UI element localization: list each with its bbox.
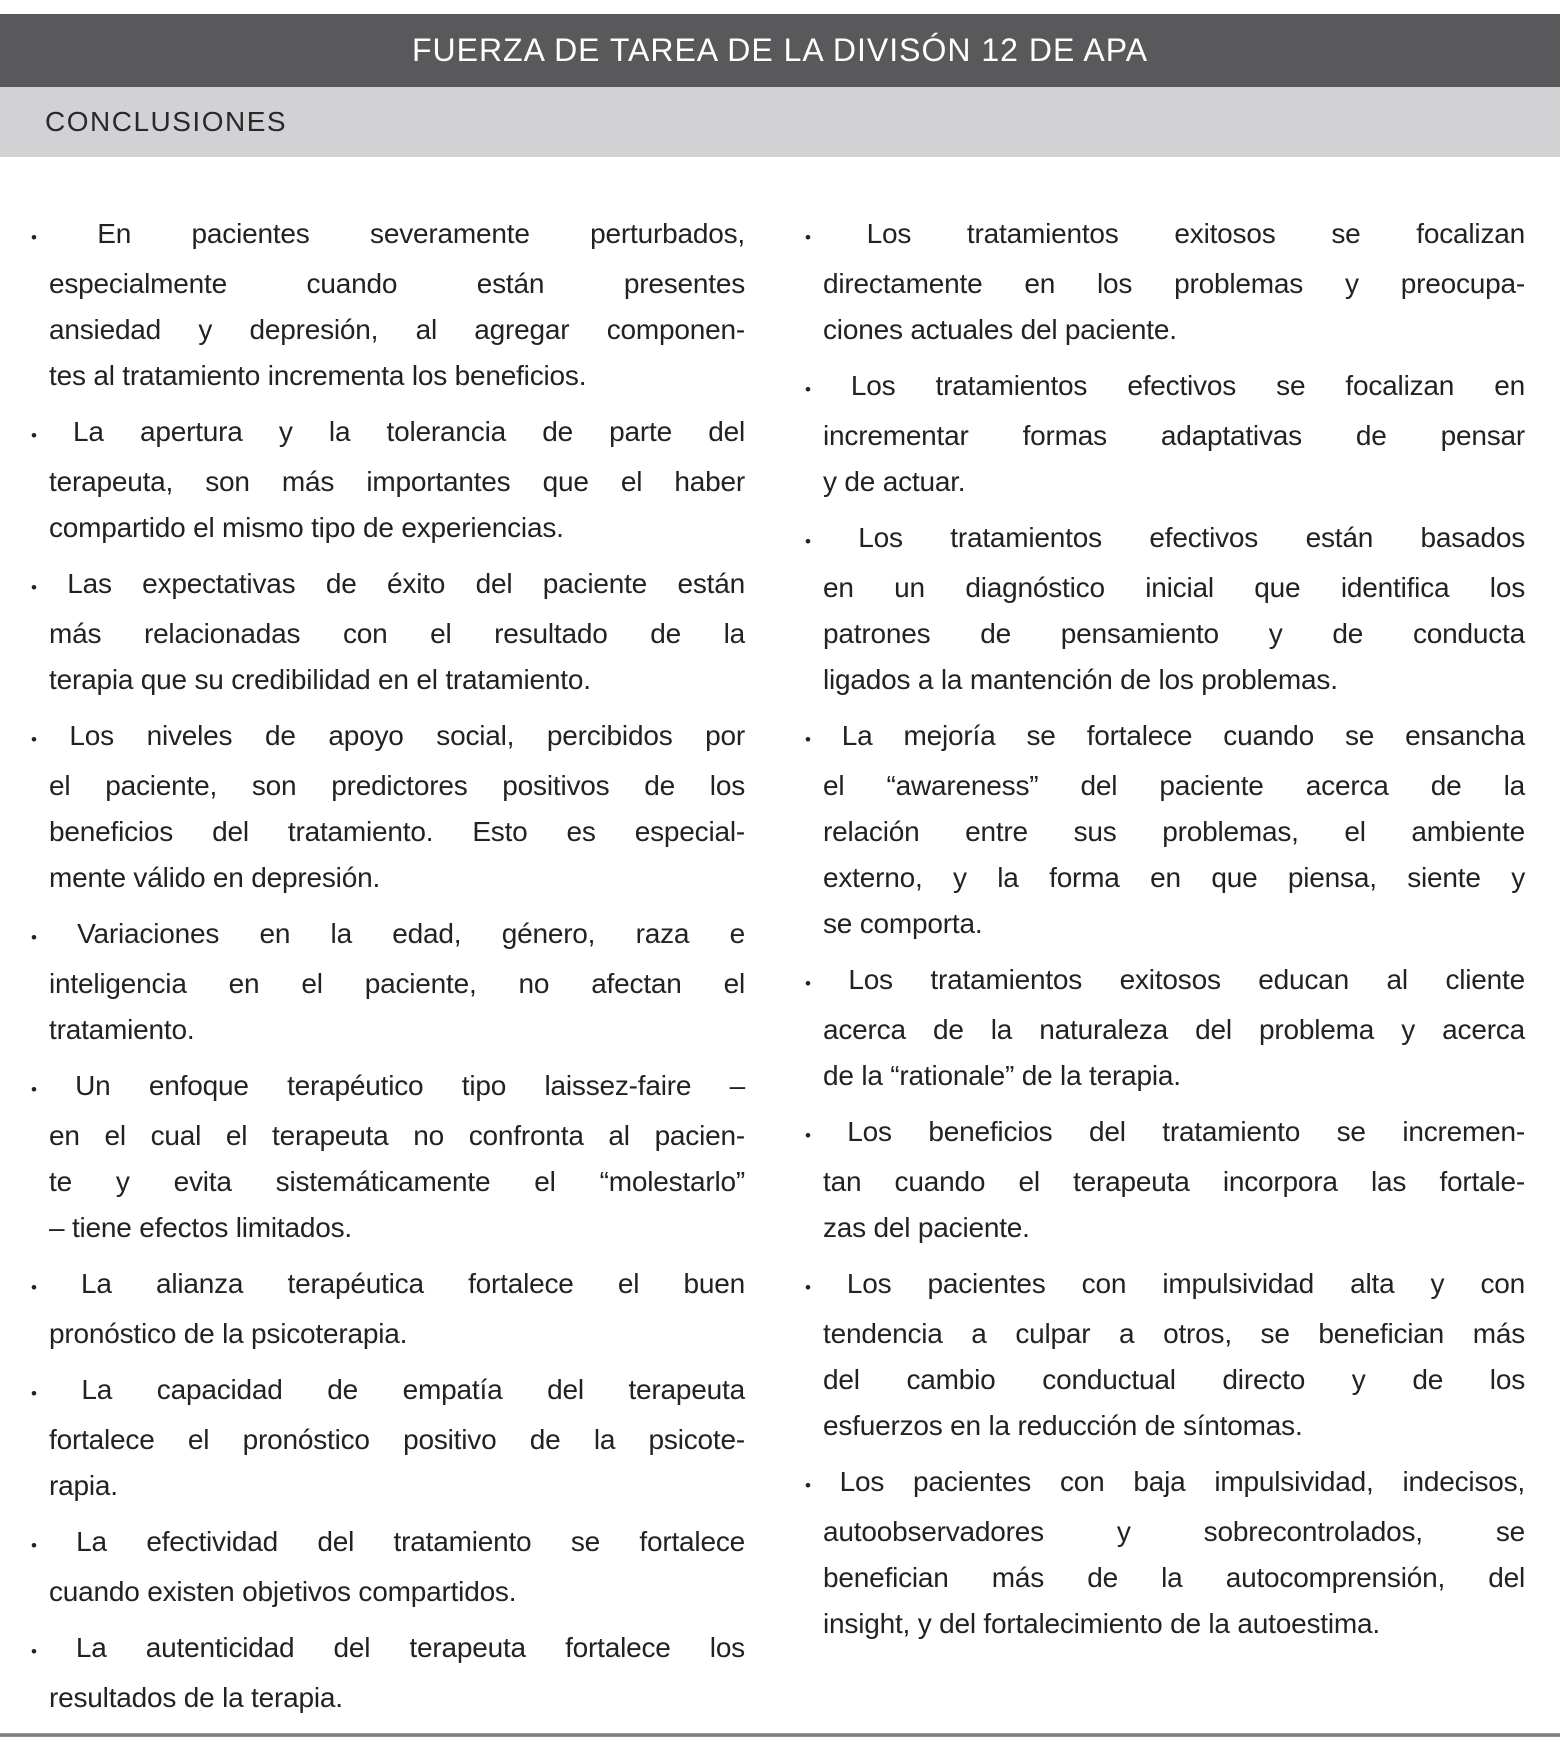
bullet-line: • La autenticidad del terapeuta fortalece los — [31, 1632, 745, 1663]
bullet-marker: • — [31, 578, 37, 597]
bullet-line: insight, y del fortalecimiento de la autoestima. — [823, 1608, 1380, 1639]
bullet-line: • La apertura y la tolerancia de parte del — [31, 416, 745, 447]
bullet-item — [31, 1261, 745, 1357]
bullet-line: compartido el mismo tipo de experiencias. — [49, 512, 564, 543]
bullet-line: ciones actuales del paciente. — [823, 314, 1177, 345]
bullet-item — [805, 1261, 1525, 1449]
bullet-line: • En pacientes severamente perturbados, — [31, 218, 745, 249]
page-title: FUERZA DE TAREA DE LA DIVISÓN 12 DE APA — [411, 32, 1149, 68]
bullet-marker: • — [31, 1642, 37, 1661]
bullet-item — [805, 363, 1525, 505]
bullet-marker: • — [805, 1126, 811, 1145]
bullet-line: te y evita sistemáticamente el “molestarlo” — [49, 1166, 745, 1197]
subtitle-bar — [0, 87, 1560, 157]
bullet-line: del cambio conductual directo y de los — [823, 1364, 1525, 1395]
bullet-line: • Los pacientes con impulsividad alta y con — [805, 1268, 1525, 1299]
bullet-marker: • — [31, 730, 37, 749]
bullet-line: terapeuta, son más importantes que el haber — [49, 466, 745, 497]
bullet-line: • Los tratamientos exitosos se focalizan — [805, 218, 1525, 249]
bullet-item — [31, 409, 745, 551]
bullet-line: cuando existen objetivos compartidos. — [49, 1576, 517, 1607]
bullet-line: • Los tratamientos exitosos educan al cliente — [805, 964, 1525, 995]
bullet-line: • Los beneficios del tratamiento se incremen- — [805, 1116, 1525, 1147]
bullet-line: ligados a la mantención de los problemas. — [823, 664, 1338, 695]
bullet-line: especialmente cuando están presentes — [49, 268, 745, 299]
bullet-item — [31, 911, 745, 1053]
bullet-item — [31, 1625, 745, 1721]
bullet-line: • La efectividad del tratamiento se fortalece — [31, 1526, 745, 1557]
right-column — [805, 211, 1525, 1647]
bullet-line: rapia. — [49, 1470, 118, 1501]
bullet-line: más relacionadas con el resultado de la — [49, 618, 745, 649]
bullet-line: • Las expectativas de éxito del paciente están — [31, 568, 745, 599]
bullet-item — [805, 1459, 1525, 1647]
bullet-line: externo, y la forma en que piensa, siente y — [823, 862, 1525, 893]
section-heading: CONCLUSIONES — [45, 106, 288, 137]
bullet-marker: • — [31, 1384, 37, 1403]
bullet-line: • Los niveles de apoyo social, percibidos por — [31, 720, 745, 751]
bullet-line: benefician más de la autocomprensión, del — [823, 1562, 1525, 1593]
bottom-divider — [0, 1733, 1560, 1737]
bullet-line: • Variaciones en la edad, género, raza e — [31, 918, 745, 949]
bullet-line: resultados de la terapia. — [49, 1682, 343, 1713]
bullet-line: terapia que su credibilidad en el tratamiento. — [49, 664, 591, 695]
bullet-marker: • — [31, 1278, 37, 1297]
bullet-line: patrones de pensamiento y de conducta — [823, 618, 1525, 649]
bullet-item — [31, 1519, 745, 1615]
title-bar — [0, 14, 1560, 87]
bullet-marker: • — [805, 1476, 811, 1495]
bullet-line: mente válido en depresión. — [49, 862, 381, 893]
bullet-item — [31, 1063, 745, 1251]
bullet-line: acerca de la naturaleza del problema y acerca — [823, 1014, 1525, 1045]
bullet-line: inteligencia en el paciente, no afectan el — [49, 968, 745, 999]
bullet-line: pronóstico de la psicoterapia. — [49, 1318, 408, 1349]
bullet-item — [805, 515, 1525, 703]
bullet-line: • La mejoría se fortalece cuando se ensancha — [805, 720, 1525, 751]
bullet-line: – tiene efectos limitados. — [49, 1212, 352, 1243]
bullet-line: se comporta. — [823, 908, 983, 939]
bullet-marker: • — [805, 1278, 811, 1297]
bullet-line: tes al tratamiento incrementa los beneficios. — [49, 360, 587, 391]
bullet-item — [805, 211, 1525, 353]
bullet-line: relación entre sus problemas, el ambiente — [823, 816, 1525, 847]
bullet-marker: • — [805, 532, 811, 551]
bullet-item — [31, 713, 745, 901]
bullet-line: beneficios del tratamiento. Esto es especial- — [49, 816, 745, 847]
bullet-line: y de actuar. — [823, 466, 966, 497]
bullet-line: tendencia a culpar a otros, se benefician más — [823, 1318, 1525, 1349]
bullet-line: el paciente, son predictores positivos de los — [49, 770, 745, 801]
bullet-line: esfuerzos en la reducción de síntomas. — [823, 1410, 1303, 1441]
bullet-item — [805, 713, 1525, 947]
bullet-line: el “awareness” del paciente acerca de la — [823, 770, 1525, 801]
left-column — [31, 211, 745, 1721]
bullet-line: autoobservadores y sobrecontrolados, se — [823, 1516, 1525, 1547]
bullet-line: • Los tratamientos efectivos están basados — [805, 522, 1525, 553]
bullet-item — [31, 211, 745, 399]
bullet-marker: • — [31, 1536, 37, 1555]
bullet-line: incrementar formas adaptativas de pensar — [823, 420, 1525, 451]
bullet-line: de la “rationale” de la terapia. — [823, 1060, 1181, 1091]
bullet-marker: • — [805, 380, 811, 399]
bullet-line: tan cuando el terapeuta incorpora las fortale- — [823, 1166, 1525, 1197]
bullet-line: ansiedad y depresión, al agregar componen- — [49, 314, 745, 345]
bullet-line: en el cual el terapeuta no confronta al pacien- — [49, 1120, 745, 1151]
bullet-item — [31, 561, 745, 703]
bullet-line: • La alianza terapéutica fortalece el buen — [31, 1268, 745, 1299]
bullet-line: • La capacidad de empatía del terapeuta — [31, 1374, 745, 1405]
bullet-line: • Los tratamientos efectivos se focalizan en — [805, 370, 1525, 401]
bullet-line: • Los pacientes con baja impulsividad, indecisos, — [805, 1466, 1525, 1497]
bullet-item — [805, 1109, 1525, 1251]
bullet-marker: • — [805, 730, 811, 749]
bullet-line: en un diagnóstico inicial que identifica los — [823, 572, 1525, 603]
bullet-marker: • — [805, 228, 811, 247]
bullet-line: • Un enfoque terapéutico tipo laissez-faire – — [31, 1070, 745, 1101]
bullet-line: zas del paciente. — [823, 1212, 1030, 1243]
bullet-marker: • — [31, 426, 37, 445]
bullet-marker: • — [31, 228, 37, 247]
bullet-item — [31, 1367, 745, 1509]
bullet-line: directamente en los problemas y preocupa- — [823, 268, 1525, 299]
bullet-line: fortalece el pronóstico positivo de la psicote- — [49, 1424, 745, 1455]
bullet-marker: • — [805, 974, 811, 993]
bullet-item — [805, 957, 1525, 1099]
bullet-line: tratamiento. — [49, 1014, 195, 1045]
bullet-marker: • — [31, 928, 37, 947]
bullet-marker: • — [31, 1080, 37, 1099]
